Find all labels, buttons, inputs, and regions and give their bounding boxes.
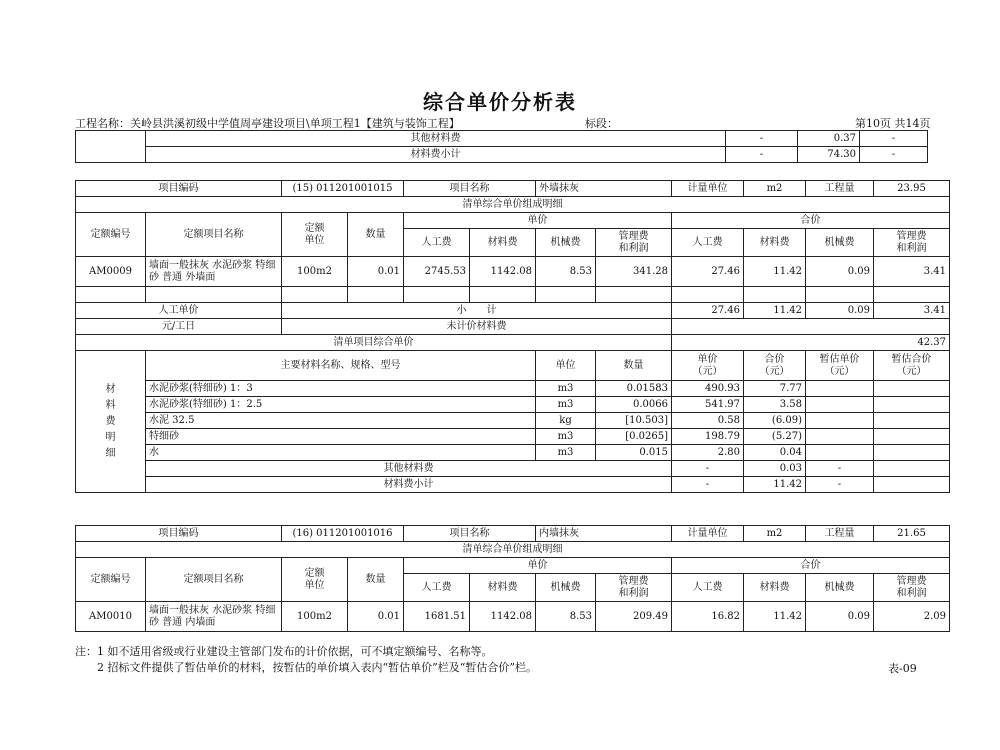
material-detail-side-label: 材料费明细 (105, 383, 116, 459)
table-row: 人工单价 小 计 27.46 11.42 0.09 3.41 (76, 303, 950, 319)
item-unit: m2 (744, 526, 806, 542)
material-row: 水泥砂浆(特细砂) 1：2.5 m3 0.0066 541.97 3.58 (76, 397, 950, 413)
material-subtotal-label: 材料费小计 (146, 147, 726, 163)
table-row: 人工费 材料费 机械费 管理费 和利润 人工费 材料费 机械费 管理费 和利润 (76, 229, 950, 257)
table-row: 定额编号 定额项目名称 定额 单位 数量 单价 合价 (76, 213, 950, 229)
form-number: 表-09 (888, 662, 917, 675)
table-row: 材料费小计 - 11.42 - (76, 477, 950, 493)
page-title: 综合单价分析表 (423, 90, 577, 114)
item15-table (75, 180, 950, 493)
item-name: 内墙抹灰 (536, 526, 672, 542)
item-quantity: 23.95 (874, 181, 950, 197)
section-label: 标段： (585, 117, 618, 130)
table-row (76, 287, 950, 303)
table-row: 材料费明细 主要材料名称、规格、型号 单位 数量 单价 （元） 合价 （元） 暂估单价 （元） 暂估合价 （元） (76, 351, 950, 381)
item-unit: m2 (744, 181, 806, 197)
footnote-1: 注：1 如不适用省级或行业建设主管部门发布的计价依据，可不填定额编号、名称等。 (75, 645, 493, 658)
item-quantity: 21.65 (874, 526, 950, 542)
project-name: 工程名称：关岭县洪溪初级中学值周亭建设项目\单项工程1【建筑与装饰工程】 (75, 117, 460, 130)
table-row: 人工费 材料费 机械费 管理费 和利润 人工费 材料费 机械费 管理费 和利润 (76, 574, 950, 602)
item-code: (15) 011201001015 (282, 181, 404, 197)
item-name: 外墙抹灰 (536, 181, 672, 197)
table-row: AM0010 墙面一般抹灰 水泥砂浆 特细砂 普通 内墙面 100m2 0.01 1681.51 1142.08 8.53 209.49 16.82 11.42 0.09 2.09 (76, 602, 950, 632)
table-row: 项目编码 (15) 011201001015 项目名称 外墙抹灰 计量单位 m2 工程量 23.95 (76, 181, 950, 197)
composite-price-value: 42.37 (672, 335, 950, 351)
material-row: 水 m3 0.015 2.80 0.04 (76, 445, 950, 461)
item-code: (16) 011201001016 (282, 526, 404, 542)
table-row: 定额编号 定额项目名称 定额 单位 数量 单价 合价 (76, 558, 950, 574)
material-subtotal-value: 74.30 (798, 147, 860, 163)
table-row: AM0009 墙面一般抹灰 水泥砂浆 特细砂 普通 外墙面 100m2 0.01 2745.53 1142.08 8.53 341.28 27.46 11.42 0.09 3.41 (76, 257, 950, 287)
footnote-2: 2 招标文件提供了暂估单价的材料，按暂估的单价填入表内“暂估单价”栏及“暂估合价”栏。 (75, 661, 537, 674)
other-material-value: 0.37 (798, 131, 860, 147)
top-fragment-table (75, 130, 928, 163)
item16-table (75, 525, 950, 632)
material-row: 特细砂 m3 [0.0265] 198.79 (5.27) (76, 429, 950, 445)
composite-price-label: 清单项目综合单价 (76, 335, 672, 351)
footnotes (75, 644, 537, 676)
page-number: 第10页 共14页 (855, 117, 931, 130)
table-row: 材料费小计 - 74.30 - (76, 147, 928, 163)
material-row: 水泥砂浆(特细砂) 1：3 m3 0.01583 490.93 7.77 (76, 381, 950, 397)
material-row: 水泥 32.5 kg [10.503] 0.58 (6.09) (76, 413, 950, 429)
table-row: 其他材料费 - 0.03 - (76, 461, 950, 477)
other-material-label: 其他材料费 (146, 131, 726, 147)
table-row: 项目编码 (16) 011201001016 项目名称 内墙抹灰 计量单位 m2 工程量 21.65 (76, 526, 950, 542)
table-row: 清单综合单价组成明细 (76, 197, 950, 213)
table-row (76, 335, 950, 351)
table-row: 清单综合单价组成明细 (76, 542, 950, 558)
table-row: 其他材料费 - 0.37 - (76, 131, 928, 147)
table-row: 元/工日 未计价材料费 (76, 319, 950, 335)
